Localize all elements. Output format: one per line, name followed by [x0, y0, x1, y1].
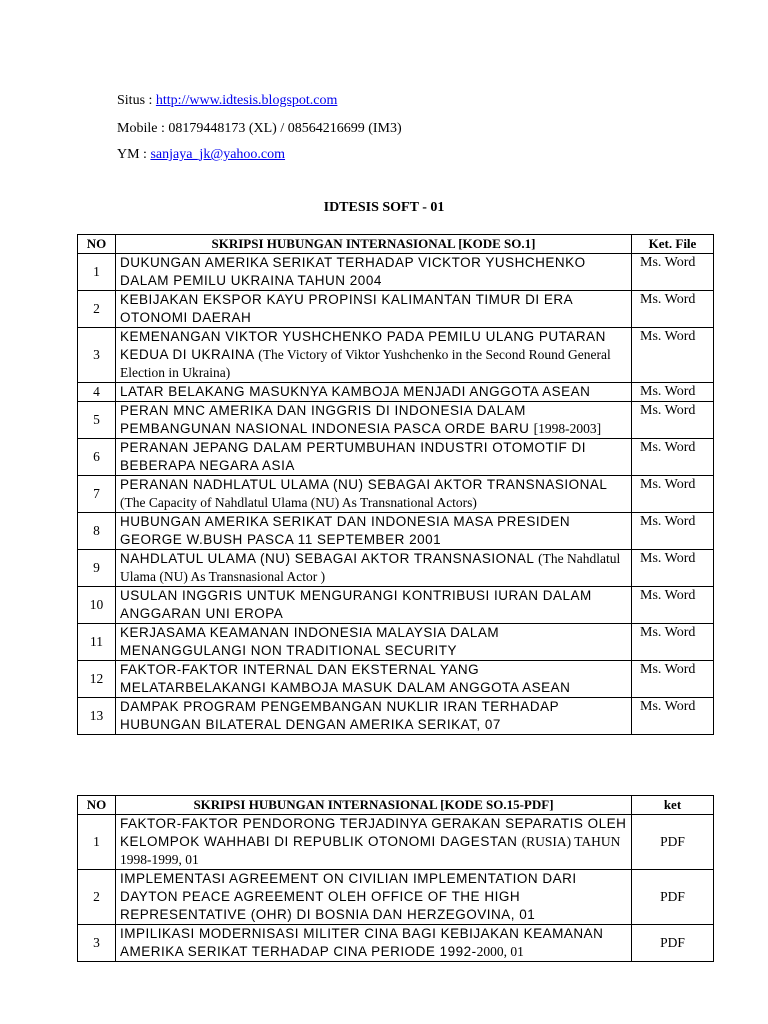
file-type: PDF — [632, 870, 714, 925]
file-type: PDF — [632, 925, 714, 962]
thesis-title — [116, 550, 632, 587]
table-header-row — [78, 235, 714, 254]
file-type: Ms. Word — [632, 439, 714, 476]
thesis-title-text: DUKUNGAN AMERIKA SERIKAT TERHADAP VICKTOR YUSHCHENKO DALAM PEMILU UKRAINA TAHUN 2004 — [120, 255, 586, 288]
thesis-title — [116, 328, 632, 383]
thesis-title — [116, 476, 632, 513]
thesis-title-text: KEBIJAKAN EKSPOR KAYU PROPINSI KALIMANTAN TIMUR DI ERA OTONOMI DAERAH — [120, 292, 573, 325]
thesis-title-text: LATAR BELAKANG MASUKNYA KAMBOJA MENJADI ANGGOTA ASEAN — [120, 384, 591, 399]
thesis-title — [116, 624, 632, 661]
row-number: 6 — [78, 439, 116, 476]
header-no: NO — [78, 796, 116, 815]
file-type: Ms. Word — [632, 254, 714, 291]
table-row — [78, 513, 714, 550]
table-row — [78, 698, 714, 735]
file-type: Ms. Word — [632, 328, 714, 383]
row-number: 8 — [78, 513, 116, 550]
table-row — [78, 328, 714, 383]
site-label: Situs : — [117, 93, 156, 108]
thesis-title-extra: 2000, 01 — [476, 944, 524, 959]
table-row — [78, 402, 714, 439]
file-type: Ms. Word — [632, 550, 714, 587]
file-type: Ms. Word — [632, 587, 714, 624]
table-row — [78, 925, 714, 962]
table-row — [78, 587, 714, 624]
row-number: 10 — [78, 587, 116, 624]
row-number: 2 — [78, 291, 116, 328]
thesis-title-text: NAHDLATUL ULAMA (NU) SEBAGAI AKTOR TRANSNASIONAL — [120, 551, 539, 566]
thesis-title — [116, 698, 632, 735]
thesis-title-extra: (The Victory of Viktor Yushchenko in the Second Round General Election in Ukraina) — [120, 347, 611, 380]
thesis-title-text: PERAN MNC AMERIKA DAN INGGRIS DI INDONESIA DALAM PEMBANGUNAN NASIONAL INDONESIA PASCA ORDE BARU — [120, 403, 534, 436]
thesis-title — [116, 925, 632, 962]
thesis-title — [116, 254, 632, 291]
table-row — [78, 254, 714, 291]
row-number: 2 — [78, 870, 116, 925]
file-type: Ms. Word — [632, 661, 714, 698]
row-number: 11 — [78, 624, 116, 661]
row-number: 13 — [78, 698, 116, 735]
thesis-title-text: PERANAN JEPANG DALAM PERTUMBUHAN INDUSTRI OTOMOTIF DI BEBERAPA NEGARA ASIA — [120, 440, 587, 473]
row-number: 1 — [78, 815, 116, 870]
thesis-title-text: DAMPAK PROGRAM PENGEMBANGAN NUKLIR IRAN TERHADAP HUBUNGAN BILATERAL DENGAN AMERIKA SERIKAT, 07 — [120, 699, 559, 732]
thesis-title — [116, 383, 632, 402]
file-type: Ms. Word — [632, 402, 714, 439]
thesis-title — [116, 402, 632, 439]
row-number: 9 — [78, 550, 116, 587]
table-row — [78, 870, 714, 925]
table-row — [78, 550, 714, 587]
thesis-title-text: USULAN INGGRIS UNTUK MENGURANGI KONTRIBUSI IURAN DALAM ANGGARAN UNI EROPA — [120, 588, 592, 621]
thesis-table-so1 — [77, 234, 714, 735]
thesis-title-text: IMPILIKASI MODERNISASI MILITER CINA BAGI KEBIJAKAN KEAMANAN AMERIKA SERIKAT TERHADAP CINA PERIODE 1992- — [120, 926, 604, 959]
thesis-title — [116, 815, 632, 870]
header-title: SKRIPSI HUBUNGAN INTERNASIONAL [KODE SO.15-PDF] — [116, 796, 632, 815]
row-number: 5 — [78, 402, 116, 439]
file-type: PDF — [632, 815, 714, 870]
thesis-title — [116, 587, 632, 624]
thesis-title-extra: [1998-2003] — [533, 421, 602, 436]
thesis-title-text: FAKTOR-FAKTOR INTERNAL DAN EKSTERNAL YANG MELATARBELAKANGI KAMBOJA MASUK DALAM ANGGOTA ASEAN — [120, 662, 571, 695]
file-type: Ms. Word — [632, 698, 714, 735]
thesis-title — [116, 291, 632, 328]
file-type: Ms. Word — [632, 476, 714, 513]
site-link[interactable]: http://www.idtesis.blogspot.com — [155, 93, 338, 108]
header-ket: ket — [632, 796, 714, 815]
thesis-title — [116, 870, 632, 925]
table-header-row — [78, 796, 714, 815]
row-number: 7 — [78, 476, 116, 513]
row-number: 1 — [78, 254, 116, 291]
table-row — [78, 383, 714, 402]
file-type: Ms. Word — [632, 624, 714, 661]
file-type: Ms. Word — [632, 291, 714, 328]
site-line — [117, 93, 337, 109]
thesis-title — [116, 661, 632, 698]
thesis-title-text: FAKTOR-FAKTOR PENDORONG TERJADINYA GERAKAN SEPARATIS OLEH KELOMPOK WAHHABI DI REPUBLIK OTONOMI DAGESTAN — [120, 816, 627, 849]
table-row — [78, 439, 714, 476]
row-number: 12 — [78, 661, 116, 698]
row-number: 3 — [78, 328, 116, 383]
table-row — [78, 291, 714, 328]
thesis-title-text: HUBUNGAN AMERIKA SERIKAT DAN INDONESIA MASA PRESIDEN GEORGE W.BUSH PASCA 11 SEPTEMBER 2001 — [120, 514, 571, 547]
row-number: 4 — [78, 383, 116, 402]
ym-line — [117, 147, 285, 163]
thesis-title — [116, 439, 632, 476]
table-row — [78, 476, 714, 513]
thesis-title-text: IMPLEMENTASI AGREEMENT ON CIVILIAN IMPLEMENTATION DARI DAYTON PEACE AGREEMENT OLEH OFFICE OF THE HIGH REPRESENTATIVE (OHR) DI BOSNIA DAN HERZEGOVINA, 01 — [120, 871, 577, 922]
thesis-table-so15 — [77, 795, 714, 962]
table-row — [78, 815, 714, 870]
thesis-title-extra: (RUSIA) TAHUN 1998-1999, 01 — [120, 834, 621, 867]
table-row — [78, 661, 714, 698]
thesis-title-text: KERJASAMA KEAMANAN INDONESIA MALAYSIA DALAM MENANGGULANGI NON TRADITIONAL SECURITY — [120, 625, 500, 658]
ym-email-link[interactable]: sanjaya_jk@yahoo.com — [150, 147, 286, 162]
thesis-title-text: PERANAN NADHLATUL ULAMA (NU) SEBAGAI AKTOR TRANSNASIONAL — [120, 477, 607, 492]
header-title: SKRIPSI HUBUNGAN INTERNASIONAL [KODE SO.1] — [116, 235, 632, 254]
thesis-title-extra: (The Capacity of Nahdlatul Ulama (NU) As Transnational Actors) — [120, 495, 477, 510]
ym-label: YM : — [117, 147, 151, 162]
file-type: Ms. Word — [632, 383, 714, 402]
header-no: NO — [78, 235, 116, 254]
thesis-title-extra: (The Nahdlatul Ulama (NU) As Transnasional Actor ) — [120, 551, 621, 584]
table-row — [78, 624, 714, 661]
file-type: Ms. Word — [632, 513, 714, 550]
row-number: 3 — [78, 925, 116, 962]
thesis-title-text: KEMENANGAN VIKTOR YUSHCHENKO PADA PEMILU ULANG PUTARAN KEDUA DI UKRAINA — [120, 329, 606, 362]
thesis-title — [116, 513, 632, 550]
doc-title: IDTESIS SOFT - 01 — [323, 200, 445, 215]
mobile-line: Mobile : 08179448173 (XL) / 08564216699 (IM3) — [117, 121, 402, 136]
header-ket: Ket. File — [632, 235, 714, 254]
